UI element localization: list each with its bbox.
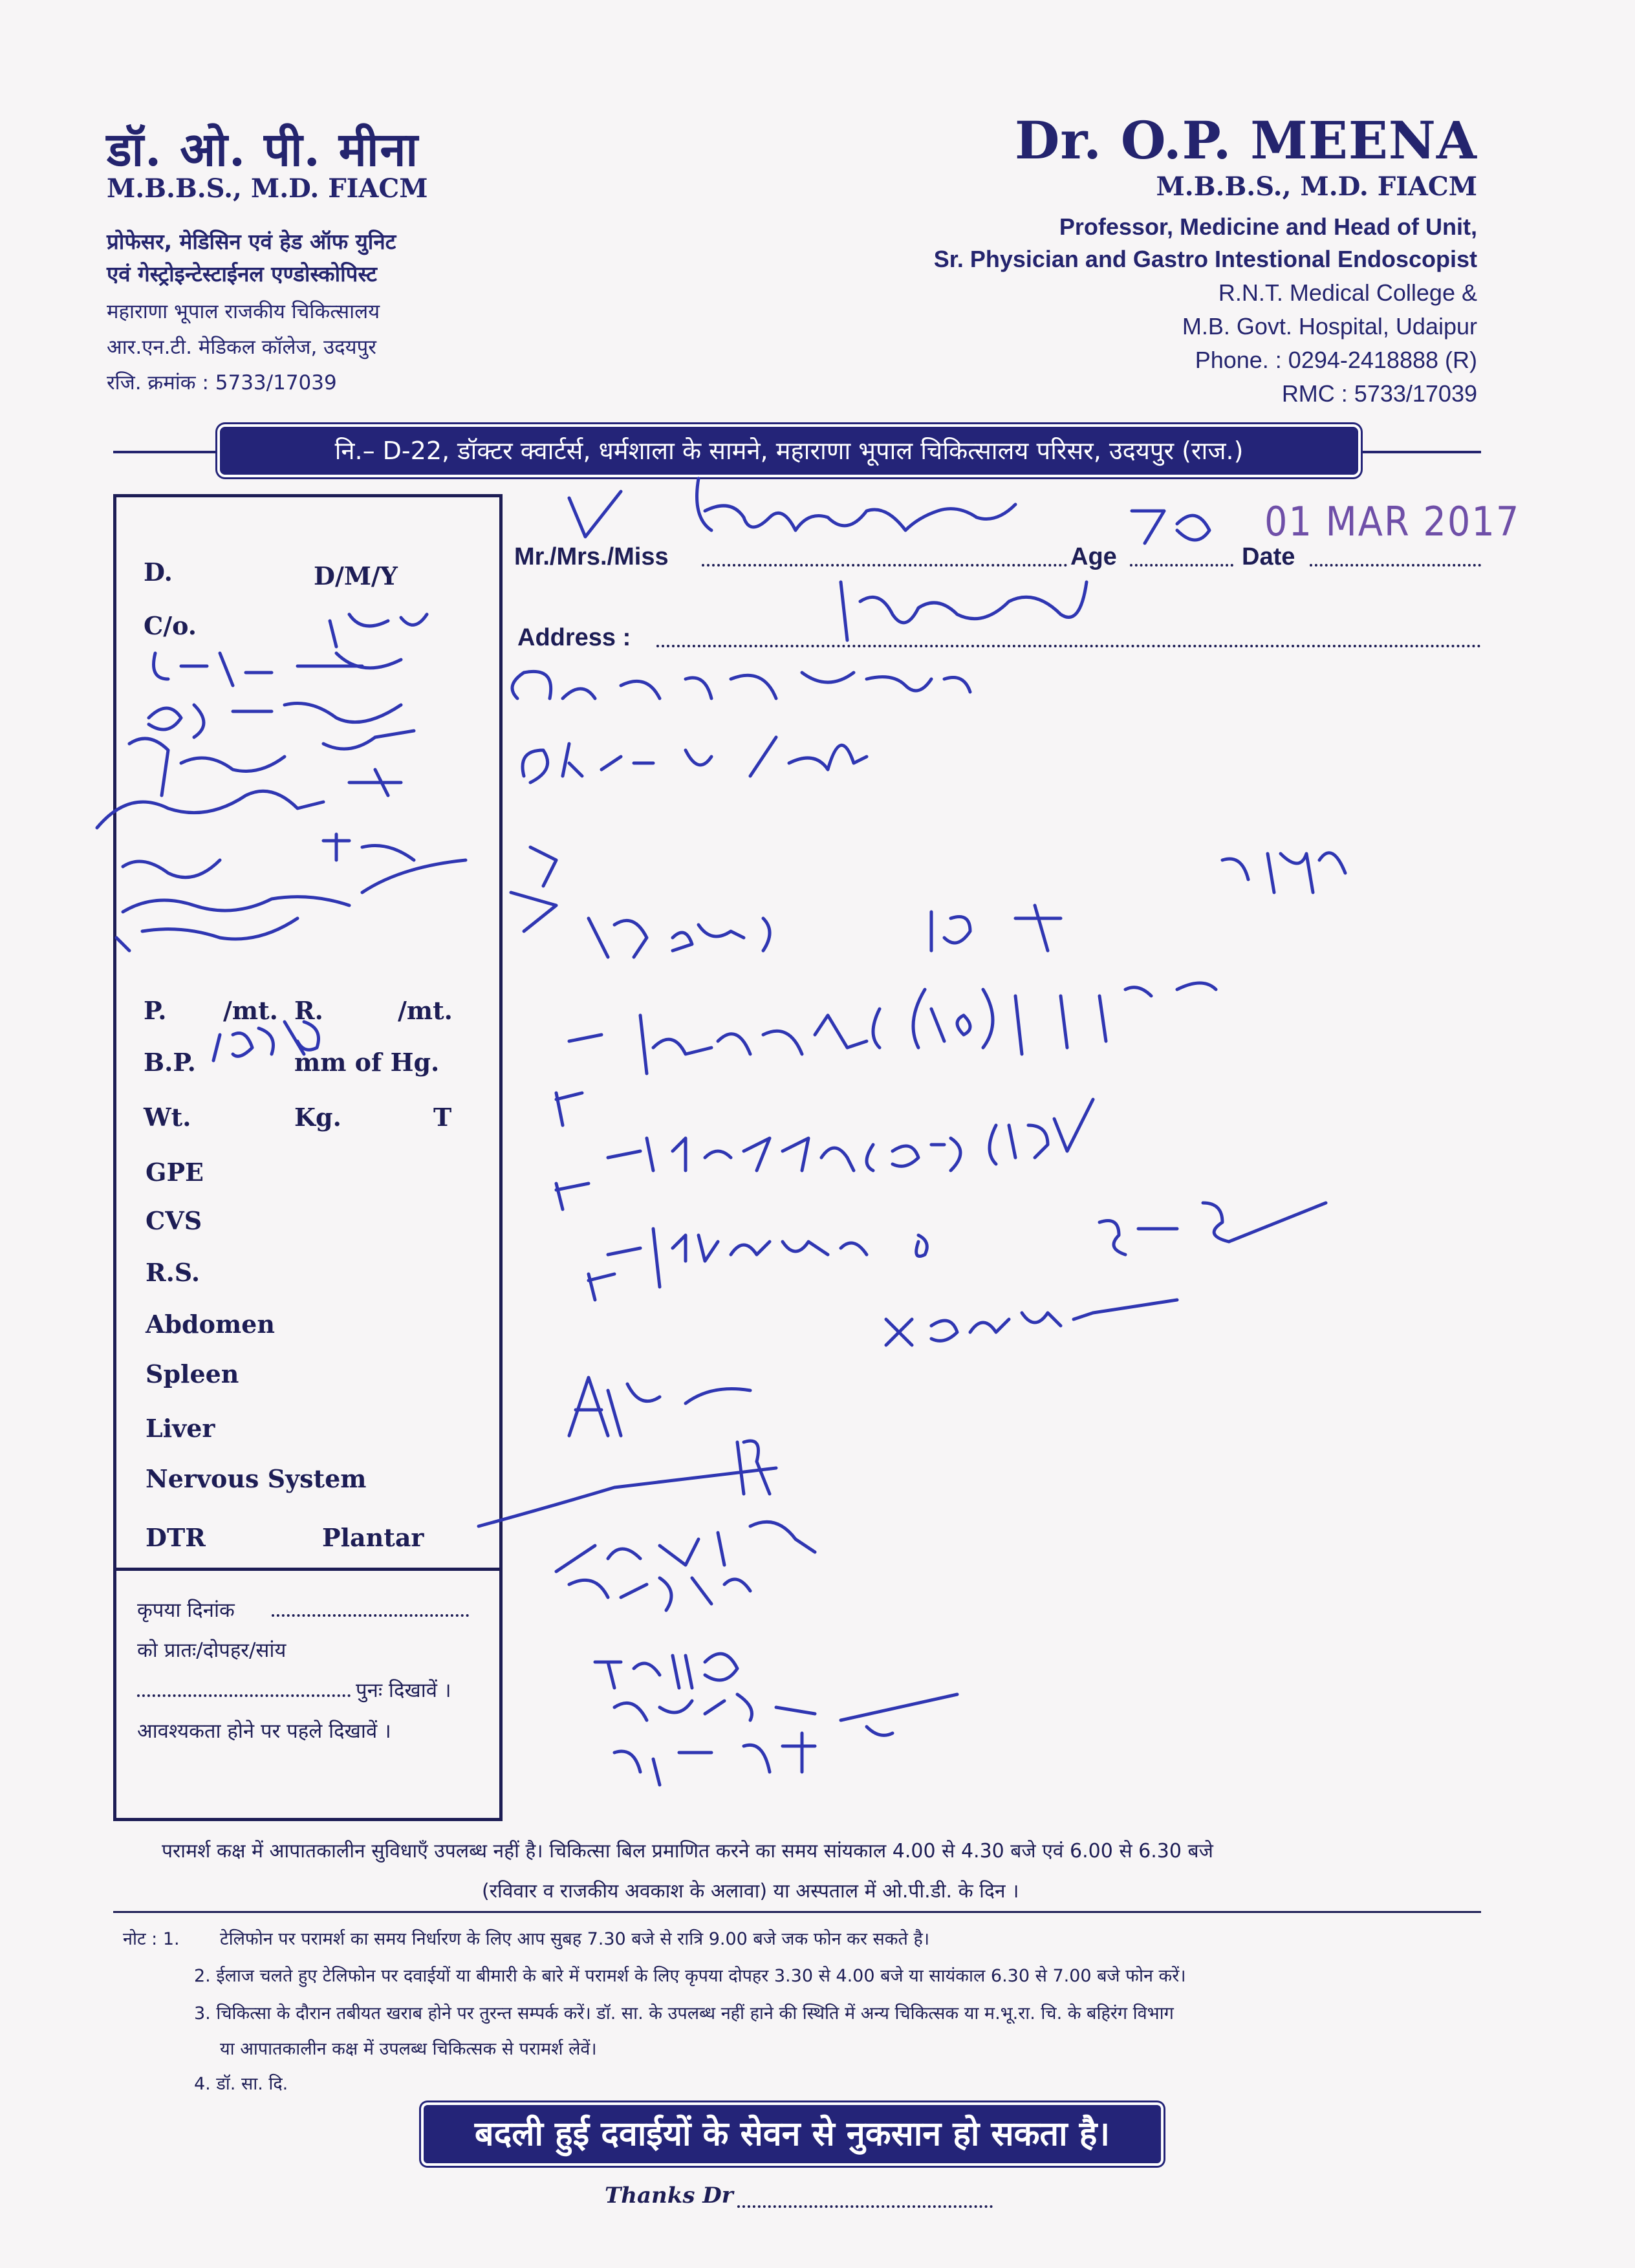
- label-resp: R.: [294, 996, 323, 1025]
- label-gpe: GPE: [146, 1158, 204, 1187]
- label-nervous-system: Nervous System: [146, 1464, 367, 1493]
- followup-time-label: को प्रातः/दोपहर/सांय: [137, 1639, 287, 1662]
- label-weight: Wt.: [144, 1103, 191, 1132]
- followup-date-label: कृपया दिनांक: [137, 1599, 235, 1622]
- patient-name-label: Mr./Mrs./Miss: [514, 543, 669, 570]
- doctor-degree-english: M.B.B.S., M.D. FIACM: [1156, 171, 1477, 202]
- label-dtr: DTR: [146, 1523, 206, 1552]
- label-spleen: Spleen: [146, 1359, 239, 1388]
- label-abdomen: Abdomen: [146, 1310, 275, 1339]
- label-cvs: CVS: [146, 1206, 202, 1235]
- doctor-degree-hindi-side: M.B.B.S., M.D. FIACM: [107, 173, 428, 204]
- label-pulse-unit: /mt.: [223, 996, 278, 1025]
- label-bp-unit: mm of Hg.: [294, 1048, 440, 1077]
- label-co: C/o.: [144, 611, 197, 640]
- date-stamp: 01 MAR 2017: [1264, 498, 1521, 545]
- note-2: 2. ईलाज चलते हुए टेलिफोन पर दवाईयों या बीमारी के बारे में परामर्श के लिए कृपया दोपहर 3.30 से 4.00 बजे या सायंकाल 6.30 से 7.00 बजे फोन करें।: [194, 1966, 1186, 1986]
- clinic-address-band: नि.– D-22, डॉक्टर क्वार्टर्स, धर्मशाला के सामने, महाराणा भूपाल चिकित्सालय परिसर, उदयपुर (राज.): [220, 427, 1358, 475]
- english-rmc: RMC : 5733/17039: [1281, 380, 1477, 407]
- date-label: Date: [1242, 543, 1295, 570]
- label-resp-unit: /mt.: [398, 996, 453, 1025]
- address-label: Address :: [517, 624, 631, 651]
- note-4: 4. डॉ. सा. दि.: [194, 2074, 288, 2094]
- label-weight-unit: Kg.: [294, 1103, 341, 1132]
- hindi-line-2: एवं गेस्ट्रोइन्टेस्टाईनल एण्डोस्कोपिस्ट: [107, 261, 377, 286]
- notes-label: नोट : 1.: [123, 1929, 180, 1949]
- label-bp: B.P.: [144, 1048, 196, 1077]
- thanks-label: Thanks Dr: [605, 2183, 733, 2209]
- hindi-line-4: आर.एन.टी. मेडिकल कॉलेज, उदयपुर: [107, 336, 376, 359]
- hindi-line-1: प्रोफेसर, मेडिसिन एवं हेड ऑफ युनिट: [107, 229, 396, 254]
- notice-line-2: (रविवार व राजकीय अवकाश के अलावा) या अस्पताल में ओ.पी.डी. के दिन ।: [482, 1880, 1019, 1903]
- english-line-2: Sr. Physician and Gastro Intestional Endoscopist: [933, 246, 1477, 272]
- followup-revisit-label: पुनः दिखावें ।: [356, 1679, 451, 1702]
- english-line-4: M.B. Govt. Hospital, Udaipur: [1182, 313, 1477, 340]
- doctor-name-english: Dr. O.P. MEENA: [1014, 110, 1477, 171]
- label-dmy: D/M/Y: [314, 561, 398, 590]
- english-line-1: Professor, Medicine and Head of Unit,: [1059, 213, 1477, 240]
- note-3: 3. चिकित्सा के दौरान तबीयत खराब होने पर तुरन्त सम्पर्क करें। डॉ. सा. के उपलब्ध नहीं हाने की स्थिति में अन्य चिकित्सक या म.भू.रा. चि. के बहिरंग विभाग: [194, 2003, 1174, 2024]
- label-plantar: Plantar: [322, 1523, 424, 1552]
- doctor-name-hindi: डॉ. ओ. पी. मीना: [107, 122, 420, 177]
- label-liver: Liver: [146, 1414, 215, 1443]
- thanks-signature-line[interactable]: [737, 2205, 993, 2208]
- followup-early-label: आवश्यकता होने पर पहले दिखावें ।: [137, 1720, 391, 1743]
- age-label: Age: [1070, 543, 1117, 570]
- notice-line-1: परामर्श कक्ष में आपातकालीन सुविधाएँ उपलब्ध नहीं है। चिकित्सा बिल प्रमाणित करने का समय सांयकाल 4.00 से 4.30 बजे एवं 6.00 से 6.30 बजे: [162, 1840, 1213, 1863]
- label-temp: T: [433, 1103, 452, 1132]
- note-1: टेलिफोन पर परामर्श का समय निर्धारण के लिए आप सुबह 7.30 बजे से रात्रि 9.00 बजे जक फोन कर सकते है।: [220, 1929, 930, 1949]
- warning-band: बदली हुई दवाईयों के सेवन से नुकसान हो सकता है।: [424, 2105, 1161, 2163]
- label-d: D.: [144, 557, 173, 587]
- label-pulse: P.: [144, 996, 167, 1025]
- english-line-3: R.N.T. Medical College &: [1218, 279, 1477, 306]
- notice-divider: [113, 1911, 1481, 1913]
- hindi-registration: रजि. क्रमांक : 5733/17039: [107, 371, 337, 394]
- note-3-continued: या आपातकालीन कक्ष में उपलब्ध चिकित्सक से परामर्श लेवें।: [220, 2039, 597, 2059]
- label-rs: R.S.: [146, 1258, 200, 1287]
- english-phone: Phone. : 0294-2418888 (R): [1195, 347, 1477, 373]
- hindi-line-3: महाराणा भूपाल राजकीय चिकित्सालय: [107, 300, 380, 323]
